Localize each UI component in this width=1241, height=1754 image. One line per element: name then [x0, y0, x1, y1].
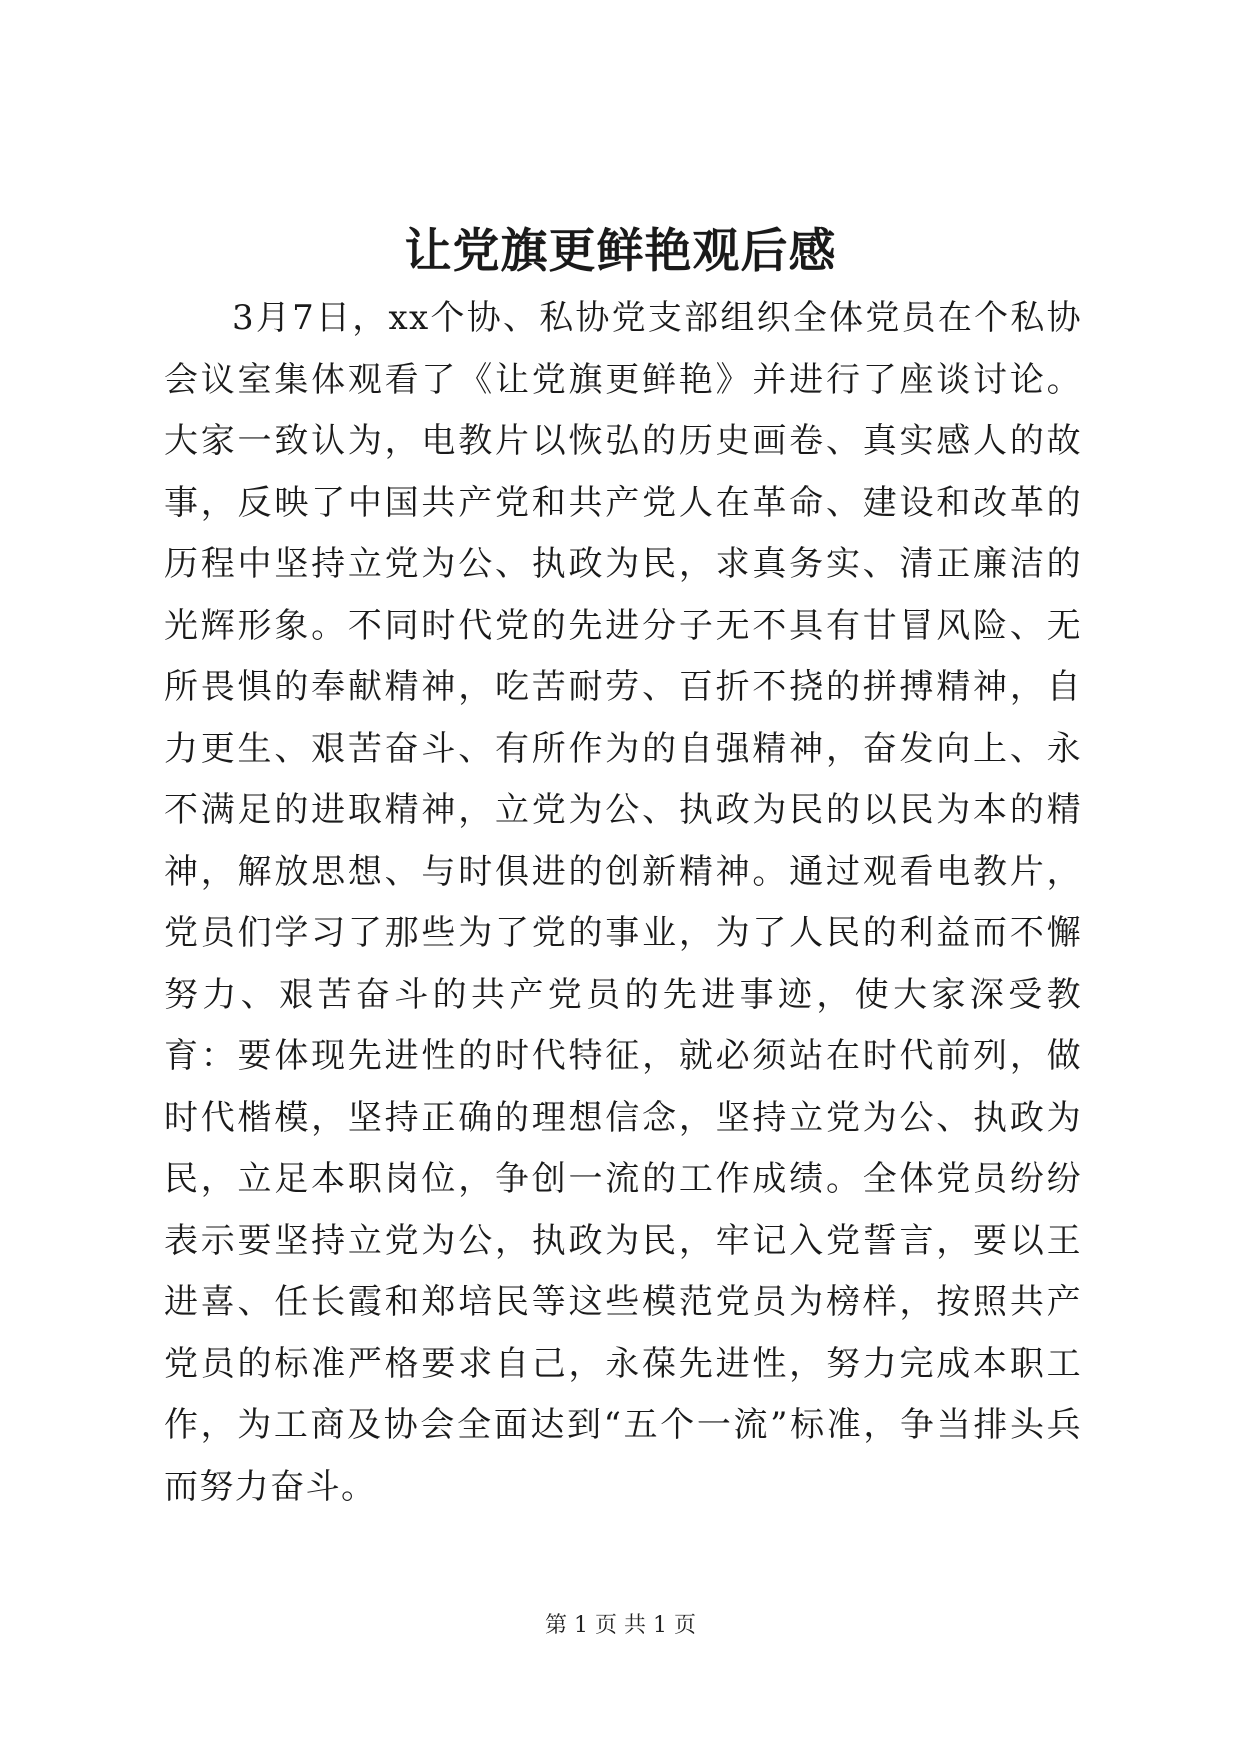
- body-paragraph: 3月7日，xx个协、私协党支部组织全体党员在个私协会议室集体观看了《让党旗更鲜艳》并进行了座谈讨论。大家一致认为，电教片以恢弘的历史画卷、真实感人的故事，反映了中国共产党和共产党人在革命、建设和改革的历程中坚持立党为公、执政为民，求真务实、清正廉洁的光辉形象。不同时代党的先进分子无不具有甘冒风险、无所畏惧的奉献精神，吃苦耐劳、百折不挠的拼搏精神，自力更生、艰苦奋斗、有所作为的自强精神，奋发向上、永不满足的进取精神，立党为公、执政为民的以民为本的精神，解放思想、与时俱进的创新精神。通过观看电教片，党员们学习了那些为了党的事业，为了人民的利益而不懈努力、艰苦奋斗的共产党员的先进事迹，使大家深受教育：要体现先进性的时代特征，就必须站在时代前列，做时代楷模，坚持正确的理想信念，坚持立党为公、执政为民，立足本职岗位，争创一流的工作成绩。全体党员纷纷表示要坚持立党为公，执政为民，牢记入党誓言，要以王进喜、任长霞和郑培民等这些模范党员为榜样，按照共产党员的标准严格要求自己，永葆先进性，努力完成本职工作，为工商及协会全面达到“五个一流”标准，争当排头兵而努力奋斗。: [164, 298, 1082, 1507]
- page-footer: 第 1 页 共 1 页: [545, 1613, 696, 1638]
- document-title: 让党旗更鲜艳观后感: [404, 224, 837, 279]
